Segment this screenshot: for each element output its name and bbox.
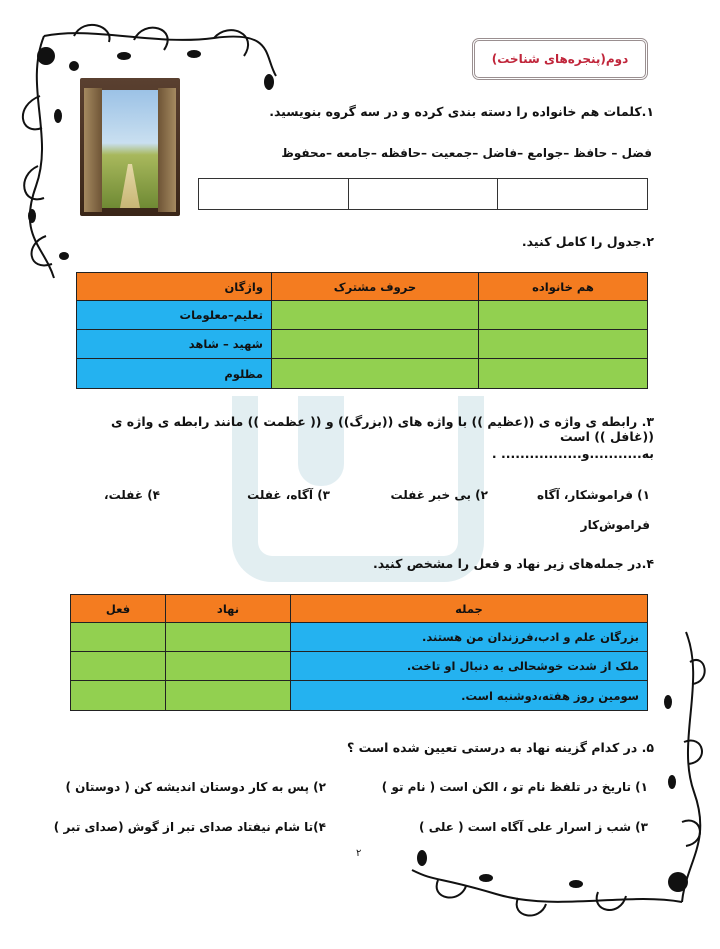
answer-cell[interactable] xyxy=(479,330,648,359)
question-5-option-2[interactable]: ۲) پس به کار دوستان اندیشه کن ( دوستان ) xyxy=(65,780,326,794)
answer-cell[interactable] xyxy=(71,652,166,681)
table-cell: سومین روز هفته،دوشنبه است. xyxy=(291,681,648,711)
table-header: جمله xyxy=(291,595,648,623)
question-1-answer-grid xyxy=(198,178,648,210)
page-title: دوم(پنجره‌های شناخت) xyxy=(491,52,629,66)
question-4-table xyxy=(70,594,648,711)
question-2-table xyxy=(76,272,648,389)
table-header-row xyxy=(71,595,648,623)
table-header: هم خانواده xyxy=(479,273,648,301)
question-3-option-1[interactable]: ۱) فراموشکار، آگاه xyxy=(537,488,650,502)
table-cell: مظلوم xyxy=(77,359,272,389)
table-row xyxy=(71,652,648,681)
table-header-row xyxy=(77,273,648,301)
table-row xyxy=(77,330,648,359)
answer-cell[interactable] xyxy=(71,681,166,711)
table-cell: تعلیم–معلومات xyxy=(77,301,272,330)
answer-cell[interactable] xyxy=(498,179,648,210)
answer-cell[interactable] xyxy=(479,301,648,330)
question-2-prompt: ۲.جدول را کامل کنید. xyxy=(521,234,654,249)
page-title-box xyxy=(472,38,648,80)
question-3-option-2[interactable]: ۲) بی خبر غفلت xyxy=(390,488,488,502)
question-3-option-1-continuation: فراموش‌کار xyxy=(580,518,650,532)
answer-cell[interactable] xyxy=(272,330,479,359)
open-door-image xyxy=(80,78,180,216)
question-1-prompt: ۱.کلمات هم خانواده را دسته بندی کرده و در سه گروه بنویسید. xyxy=(269,104,654,119)
question-4-prompt: ۴.در جمله‌های زیر نهاد و فعل را مشخص کنید. xyxy=(372,556,654,571)
table-cell: بزرگان علم و ادب،فرزندان من هستند. xyxy=(291,623,648,652)
table-row xyxy=(71,681,648,711)
table-row xyxy=(71,623,648,652)
table-header: واژگان xyxy=(77,273,272,301)
question-3-prompt: ۳. رابطه ی واژه ی ((عظیم )) با واژه های ((بزرگ)) و (( عظمت )) مانند رابطه ی واژه ی ((غافل )) است xyxy=(110,414,654,444)
table-cell: ملک از شدت خوشحالی به دنبال او تاخت. xyxy=(291,652,648,681)
question-5-option-1[interactable]: ۱) تاریخ در تلفظ نام تو ، الکن است ( نام تو ) xyxy=(381,780,648,794)
answer-cell[interactable] xyxy=(166,681,291,711)
question-5-prompt: ۵. در کدام گزینه نهاد به درستی تعیین شده است ؟ xyxy=(346,740,654,755)
table-header: فعل xyxy=(71,595,166,623)
answer-cell[interactable] xyxy=(71,623,166,652)
table-header: حروف مشترک xyxy=(272,273,479,301)
answer-cell[interactable] xyxy=(166,652,291,681)
question-3-blank: به...........و................. . xyxy=(491,446,654,461)
answer-cell[interactable] xyxy=(272,301,479,330)
question-3-option-3[interactable]: ۳) آگاه، غفلت xyxy=(247,488,330,502)
table-row xyxy=(77,301,648,330)
question-5-option-3[interactable]: ۳) شب ز اسرار علی آگاه است ( علی ) xyxy=(419,820,648,834)
answer-cell[interactable] xyxy=(199,179,349,210)
question-5-option-4[interactable]: ۴)تا شام نیفتاد صدای تبر از گوش (صدای تبر ) xyxy=(53,820,326,834)
table-cell: شهید – شاهد xyxy=(77,330,272,359)
table-row xyxy=(77,359,648,389)
table-header: نهاد xyxy=(166,595,291,623)
question-3-option-4[interactable]: ۴) غفلت، xyxy=(104,488,160,502)
question-1-words: فضل – حافظ –جوامع –فاضل –جمعیت –حافظه –جامعه –محفوظ xyxy=(281,146,652,160)
answer-cell[interactable] xyxy=(272,359,479,389)
answer-cell[interactable] xyxy=(479,359,648,389)
answer-cell[interactable] xyxy=(348,179,498,210)
answer-cell[interactable] xyxy=(166,623,291,652)
page-number: ۲ xyxy=(356,848,362,859)
